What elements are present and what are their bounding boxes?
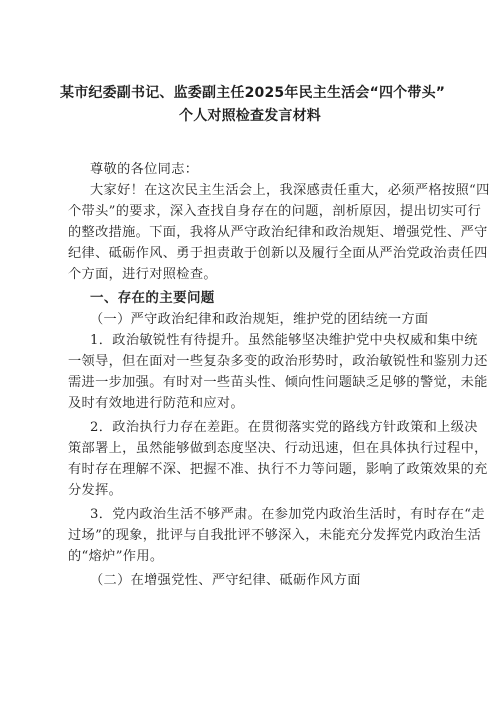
item2-line: 策部署上，虽然能够做到态度坚决、行动迅速，但在具体执行过程中，: [68, 441, 488, 456]
section-heading: 一、存在的主要问题: [90, 290, 215, 306]
salutation: 尊敬的各位同志：: [90, 162, 199, 177]
item1-line: 一领导，但在面对一些复杂多变的政治形势时，政治敏锐性和鉴别力还: [68, 354, 488, 369]
item3-line: 过场”的现象，批评与自我批评不够深入，未能充分发挥党内政治生活: [68, 528, 482, 543]
item1-line: 及时有效地进行防范和应对。: [68, 396, 244, 411]
intro-line: 的整改措施。下面，我将从严守政治纪律和政治规矩、增强党性、严守: [68, 225, 488, 240]
intro-line: 大家好！在这次民主生活会上，我深感责任重大，必须严格按照“四: [90, 183, 490, 198]
item1-line: 需进一步加强。有时对一些苗头性、倾向性问题缺乏足够的警觉，未能: [68, 375, 488, 390]
item1-line: 1．政治敏锐性有待提升。虽然能够坚决维护党中央权威和集中统: [90, 333, 478, 348]
document-title-line1: 某市纪委副书记、监委副主任2025年民主生活会“四个带头”: [60, 85, 446, 101]
subsection-heading: （一）严守政治纪律和政治规矩，维护党的团结统一方面: [90, 312, 429, 327]
intro-line: 个方面，进行对照检查。: [68, 267, 217, 282]
intro-line: 纪律、砥砺作风、勇于担责敢于创新以及履行全面从严治党政治责任四: [68, 246, 488, 261]
item2-line: 有时存在理解不深、把握不准、执行不力等问题，影响了政策效果的充: [68, 462, 488, 477]
item2-line: 2．政治执行力存在差距。在贯彻落实党的路线方针政策和上级决: [90, 420, 478, 435]
document-title-line2: 个人对照检查发言材料: [179, 108, 321, 124]
item3-line: 的“熔炉”作用。: [68, 549, 164, 564]
subsection-heading: （二）在增强党性、严守纪律、砥砺作风方面: [90, 573, 361, 588]
item3-line: 3．党内政治生活不够严肃。在参加党内政治生活时，有时存在“走: [90, 507, 485, 522]
intro-line: 个带头”的要求，深入查找自身存在的问题，剖析原因，提出切实可行: [68, 204, 482, 219]
item2-line: 分发挥。: [68, 483, 123, 498]
